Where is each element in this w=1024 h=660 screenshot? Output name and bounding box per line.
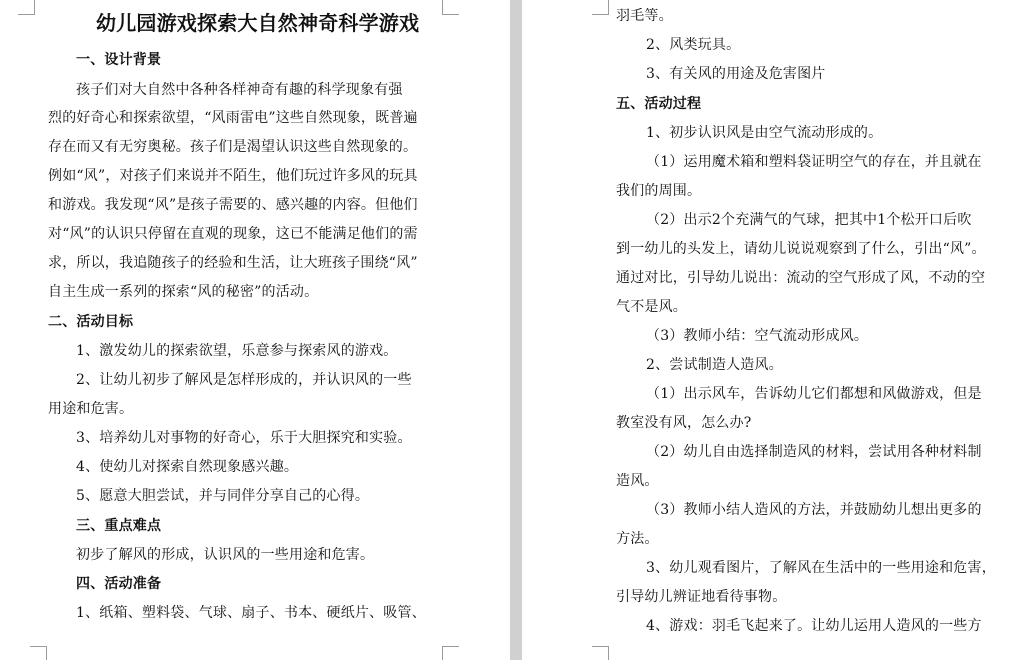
list-item: （2）幼儿自由选择制造风的材料，尝试用各种材料制: [646, 444, 982, 460]
paragraph-line: 自主生成一系列的探索“风的秘密”的活动。: [48, 284, 319, 300]
list-item-continuation: 到一幼儿的头发上，请幼儿说说观察到了什么，引出“风”。: [616, 241, 986, 257]
list-item: 1、初步认识风是由空气流动形成的。: [646, 125, 883, 141]
paragraph-line: 存在而又有无穷奥秘。孩子们是渴望认识这些自然现象的。: [48, 139, 418, 155]
section-heading: 五、活动过程: [616, 96, 702, 112]
section-heading: 一、设计背景: [76, 52, 162, 68]
list-item-continuation: 通过对比，引导幼儿说出：流动的空气形成了风，不动的空: [616, 270, 986, 286]
list-item-continuation: 方法。: [616, 531, 659, 547]
section-heading: 二、活动目标: [48, 314, 134, 330]
crop-mark: [592, 646, 609, 660]
list-item: 4、游戏：羽毛飞起来了。让幼儿运用人造风的一些方: [646, 618, 982, 634]
list-item: （3）教师小结：空气流动形成风。: [646, 328, 869, 344]
list-item: 3、培养幼儿对事物的好奇心，乐于大胆探究和实验。: [76, 430, 412, 446]
list-item-continuation: 教室没有风，怎么办?: [616, 415, 752, 431]
list-item: （1）出示风车，告诉幼儿它们都想和风做游戏，但是: [646, 386, 982, 402]
list-item-continuation: 用途和危害。: [48, 401, 134, 417]
list-item: （2）出示2个充满气的气球，把其中1个松开口后吹: [646, 212, 972, 228]
list-item: 2、风类玩具。: [646, 37, 741, 53]
paragraph-line: 和游戏。我发现“风”是孩子需要的、感兴趣的内容。但他们: [48, 197, 418, 213]
section-heading: 四、活动准备: [76, 576, 162, 592]
list-item-continuation: 造风。: [616, 473, 659, 489]
paragraph-line: 烈的好奇心和探索欲望，“风雨雷电”这些自然现象，既普遍: [48, 110, 418, 126]
crop-mark: [442, 646, 459, 660]
list-item: 4、使幼儿对探索自然现象感兴趣。: [76, 459, 299, 475]
document-page-left: [0, 0, 510, 660]
list-item: 2、尝试制造人造风。: [646, 357, 783, 373]
list-item: 3、幼儿观看图片，了解风在生活中的一些用途和危害，: [646, 560, 996, 576]
list-item-continuation: 羽毛等。: [616, 8, 673, 24]
document-page-right: [522, 0, 1024, 660]
paragraph-line: 孩子们对大自然中各种各样神奇有趣的科学现象有强: [76, 82, 403, 98]
paragraph-line: 求，所以，我追随孩子的经验和生活，让大班孩子围绕“风”: [48, 255, 418, 271]
crop-mark: [18, 0, 35, 15]
crop-mark: [442, 0, 459, 15]
list-item: 1、纸箱、塑料袋、气球、扇子、书本、硬纸片、吸管、: [76, 605, 426, 621]
list-item-continuation: 引导幼儿辨证地看待事物。: [616, 589, 787, 605]
paragraph-line: 例如“风”，对孩子们来说并不陌生，他们玩过许多风的玩具: [48, 168, 418, 184]
crop-mark: [30, 646, 47, 660]
list-item: （3）教师小结人造风的方法，并鼓励幼儿想出更多的: [646, 502, 982, 518]
list-item: 2、让幼儿初步了解风是怎样形成的，并认识风的一些: [76, 372, 412, 388]
document-title: 幼儿园游戏探索大自然神奇科学游戏: [96, 11, 420, 35]
list-item: 3、有关风的用途及危害图片: [646, 66, 826, 82]
list-item-continuation: 气不是风。: [616, 299, 687, 315]
page-gap: [510, 0, 522, 660]
list-item: （1）运用魔术箱和塑料袋证明空气的存在，并且就在: [646, 154, 982, 170]
list-item: 1、激发幼儿的探索欲望，乐意参与探索风的游戏。: [76, 343, 398, 359]
paragraph-line: 初步了解风的形成，认识风的一些用途和危害。: [76, 547, 375, 563]
list-item-continuation: 我们的周围。: [616, 183, 702, 199]
paragraph-line: 对“风”的认识只停留在直观的现象，这已不能满足他们的需: [48, 226, 418, 242]
crop-mark: [592, 0, 609, 15]
list-item: 5、愿意大胆尝试，并与同伴分享自己的心得。: [76, 488, 370, 504]
section-heading: 三、重点难点: [76, 518, 162, 534]
